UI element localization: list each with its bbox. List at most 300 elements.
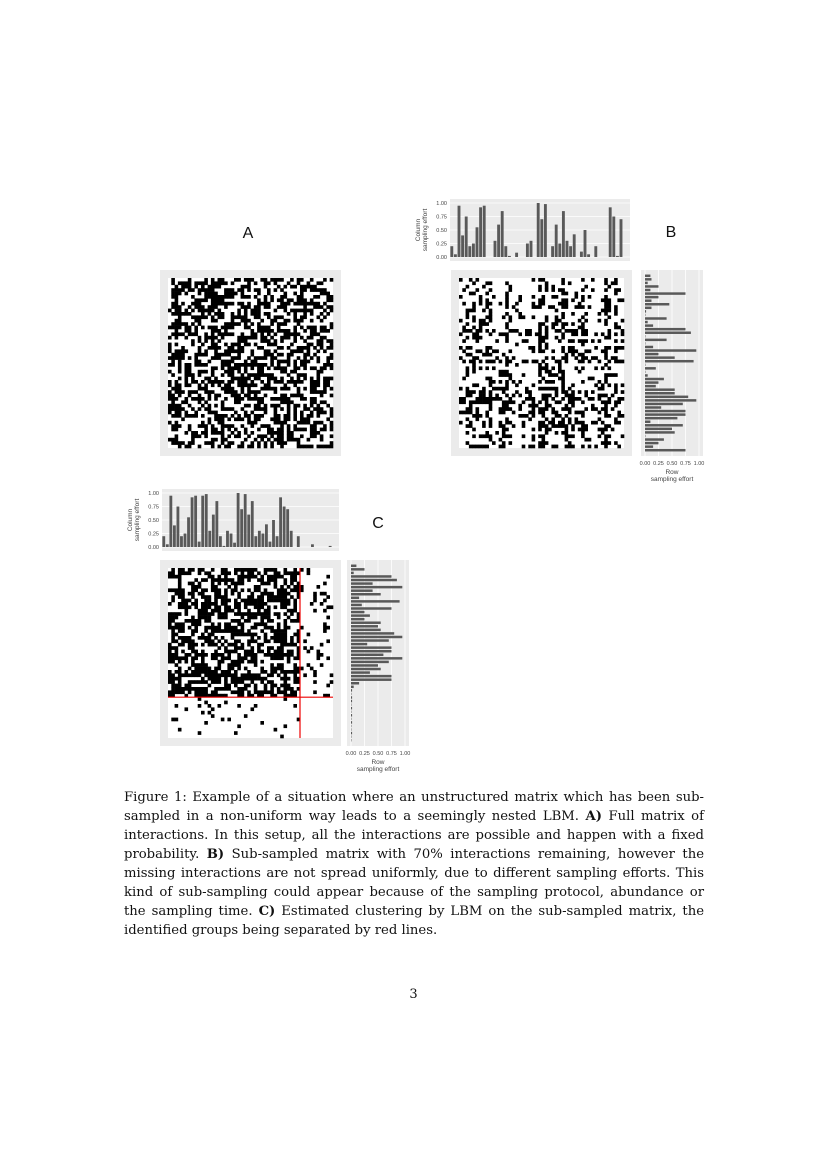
- panel-b-matrix-cell: [502, 353, 506, 357]
- panel-a-matrix-cell: [244, 431, 248, 435]
- row-effort-bar: [645, 299, 651, 301]
- panel-a-matrix-cell: [330, 407, 334, 411]
- panel-c-matrix-cell: [241, 687, 245, 691]
- panel-c-matrix-cell: [277, 575, 281, 579]
- panel-b-matrix-cell: [581, 434, 585, 438]
- panel-a-matrix-cell: [264, 383, 268, 387]
- panel-a-matrix-cell: [214, 431, 218, 435]
- panel-a-matrix-cell: [297, 366, 301, 370]
- panel-b-matrix-cell: [621, 346, 625, 350]
- panel-c-matrix-cell: [194, 602, 198, 606]
- panel-b-matrix-cell: [495, 356, 499, 360]
- panel-c-matrix-cell: [290, 650, 294, 654]
- panel-b-matrix-cell: [522, 434, 526, 438]
- panel-c-matrix-cell: [260, 643, 264, 647]
- panel-a-matrix-cell: [284, 305, 288, 309]
- panel-a-matrix-cell: [310, 336, 314, 340]
- panel-b-matrix-cell: [472, 434, 476, 438]
- panel-a-matrix-cell: [251, 309, 255, 313]
- panel-a-matrix-cell: [267, 343, 271, 347]
- panel-c-matrix-cell: [211, 673, 215, 677]
- panel-c-matrix-cell: [194, 673, 198, 677]
- panel-c-matrix-cell: [214, 643, 218, 647]
- panel-a-matrix-cell: [297, 278, 301, 282]
- panel-c-matrix-cell: [178, 595, 182, 599]
- panel-c-matrix-cell: [168, 643, 172, 647]
- panel-a-matrix-cell: [270, 360, 274, 364]
- panel-b-matrix-cell: [588, 360, 592, 364]
- panel-c-matrix-cell: [247, 629, 251, 633]
- panel-a-matrix-cell: [204, 387, 208, 391]
- row-effort-bar: [645, 381, 659, 383]
- panel-a-matrix-cell: [274, 332, 278, 336]
- panel-b-matrix-cell: [575, 349, 579, 353]
- panel-c-matrix-cell: [270, 629, 274, 633]
- panel-a-matrix-cell: [181, 332, 185, 336]
- panel-a-matrix-cell: [264, 278, 268, 282]
- panel-a-matrix-cell: [244, 428, 248, 432]
- panel-b-matrix-cell: [482, 322, 486, 326]
- panel-a-matrix-cell: [260, 302, 264, 306]
- panel-a-matrix-cell: [277, 431, 281, 435]
- panel-a-matrix-cell: [284, 417, 288, 421]
- panel-a-matrix-cell: [274, 309, 278, 313]
- panel-c-matrix-cell: [270, 646, 274, 650]
- panel-a-matrix-cell: [310, 411, 314, 415]
- panel-b-matrix-cell: [614, 312, 618, 316]
- panel-b-matrix-cell: [459, 278, 463, 282]
- panel-a-matrix-cell: [317, 295, 321, 299]
- panel-a-matrix-cell: [257, 417, 261, 421]
- panel-c-matrix-cell: [175, 575, 179, 579]
- panel-b-matrix-cell: [575, 332, 579, 336]
- panel-a-matrix-cell: [218, 353, 222, 357]
- panel-b-matrix-cell: [472, 370, 476, 374]
- panel-c-matrix-cell: [241, 646, 245, 650]
- panel-c-matrix-cell: [185, 605, 189, 609]
- panel-a-matrix-cell: [231, 424, 235, 428]
- panel-c-matrix-cell: [274, 605, 278, 609]
- column-effort-bar: [194, 496, 197, 547]
- panel-a-matrix-cell: [320, 428, 324, 432]
- panel-b-matrix-cell: [502, 390, 506, 394]
- panel-c-matrix-cell: [307, 568, 311, 572]
- panel-b-matrix-cell: [479, 366, 483, 370]
- row-effort-bar: [645, 303, 669, 305]
- panel-c-matrix-cell: [231, 663, 235, 667]
- panel-c-matrix-cell: [204, 605, 208, 609]
- panel-c-matrix-cell: [227, 656, 231, 660]
- panel-c-matrix-cell: [218, 578, 222, 582]
- panel-c-matrix-cell: [224, 626, 228, 630]
- panel-a-matrix-cell: [171, 278, 175, 282]
- panel-a-matrix-cell: [247, 373, 251, 377]
- row-effort-bar: [351, 575, 392, 577]
- panel-b-matrix-cell: [621, 298, 625, 302]
- panel-c-matrix-cell: [264, 690, 268, 694]
- panel-a-matrix-cell: [317, 373, 321, 377]
- panel-a-matrix-cell: [221, 431, 225, 435]
- panel-c-matrix-cell: [284, 639, 288, 643]
- panel-c-matrix-cell: [244, 575, 248, 579]
- panel-b-matrix-cell: [558, 363, 562, 367]
- x-tick-label: 0.25: [653, 461, 664, 467]
- panel-b-matrix-cell: [558, 302, 562, 306]
- panel-a-matrix-cell: [201, 431, 205, 435]
- panel-c-matrix-cell: [178, 612, 182, 616]
- panel-c-matrix-cell: [188, 571, 192, 575]
- panel-a-matrix-cell: [244, 414, 248, 418]
- panel-b-matrix-cell: [568, 434, 572, 438]
- panel-c-matrix-cell: [313, 690, 317, 694]
- panel-a-matrix-cell: [218, 332, 222, 336]
- panel-c-matrix-cell: [254, 575, 258, 579]
- panel-b-matrix-cell: [518, 414, 522, 418]
- panel-c-matrix-cell: [231, 592, 235, 596]
- panel-c-matrix-cell: [211, 626, 215, 630]
- panel-c-matrix-cell: [221, 568, 225, 572]
- panel-c-matrix-cell: [280, 670, 284, 674]
- column-effort-bar: [594, 246, 597, 257]
- panel-b-matrix-cell: [594, 421, 598, 425]
- panel-b-matrix-cell: [466, 322, 470, 326]
- panel-b-matrix-cell: [518, 295, 522, 299]
- panel-a-matrix-cell: [284, 394, 288, 398]
- panel-b-matrix-cell: [604, 377, 608, 381]
- panel-c-matrix-cell: [264, 582, 268, 586]
- panel-a-matrix-cell: [234, 417, 238, 421]
- panel-a-matrix-cell: [267, 428, 271, 432]
- panel-c-matrix-cell: [326, 595, 330, 599]
- panel-a-matrix-cell: [330, 421, 334, 425]
- panel-c-matrix-cell: [191, 616, 195, 620]
- panel-b-matrix-cell: [598, 360, 602, 364]
- column-effort-bar: [233, 543, 236, 547]
- panel-b-matrix-cell: [594, 346, 598, 350]
- panel-a-matrix-cell: [208, 292, 212, 296]
- panel-c-matrix-cell: [277, 687, 281, 691]
- panel-a-matrix-cell: [284, 414, 288, 418]
- panel-c-matrix-cell: [181, 673, 185, 677]
- panel-b-matrix-cell: [581, 343, 585, 347]
- panel-b-matrix-cell: [571, 329, 575, 333]
- panel-a-matrix-cell: [320, 343, 324, 347]
- panel-c-matrix-cell: [313, 609, 317, 613]
- panel-c-matrix-cell: [185, 687, 189, 691]
- panel-a-matrix-cell: [175, 329, 179, 333]
- panel-b-matrix-cell: [538, 326, 542, 330]
- panel-b-matrix-cell: [489, 360, 493, 364]
- panel-c-matrix-cell: [264, 639, 268, 643]
- panel-a-matrix-cell: [293, 370, 297, 374]
- panel-b-matrix-cell: [482, 387, 486, 391]
- panel-a-matrix-cell: [287, 434, 291, 438]
- panel-c-matrix-cell: [274, 633, 278, 637]
- panel-c-matrix-cell: [171, 571, 175, 575]
- panel-a-matrix-cell: [231, 343, 235, 347]
- panel-a-matrix-cell: [214, 438, 218, 442]
- panel-a-matrix-cell: [260, 373, 264, 377]
- column-effort-bar: [258, 531, 261, 547]
- panel-c-matrix-cell: [244, 568, 248, 572]
- panel-a-matrix-cell: [317, 390, 321, 394]
- panel-a-matrix-cell: [178, 353, 182, 357]
- panel-b-matrix-cell: [614, 305, 618, 309]
- panel-b-matrix-cell: [617, 326, 621, 330]
- panel-c-matrix-cell: [227, 622, 231, 626]
- panel-a-matrix-cell: [175, 298, 179, 302]
- panel-c-matrix-cell: [208, 626, 212, 630]
- panel-c-matrix-cell: [171, 673, 175, 677]
- panel-b-matrix-cell: [611, 356, 615, 360]
- panel-c-matrix-cell: [274, 578, 278, 582]
- panel-a-matrix-cell: [257, 292, 261, 296]
- panel-a-matrix-cell: [218, 309, 222, 313]
- panel-b-matrix-cell: [538, 370, 542, 374]
- row-effort-bar: [351, 696, 352, 698]
- panel-a-matrix-cell: [284, 309, 288, 313]
- panel-b-matrix-cell: [469, 346, 473, 350]
- panel-b-matrix-cell: [545, 380, 549, 384]
- panel-a-matrix-cell: [227, 360, 231, 364]
- panel-c-matrix-cell: [264, 670, 268, 674]
- panel-b-matrix-cell: [489, 281, 493, 285]
- column-effort-bar: [573, 234, 576, 257]
- panel-b-matrix-cell: [492, 360, 496, 364]
- panel-c-matrix-cell: [237, 653, 241, 657]
- panel-b-matrix-cell: [485, 445, 489, 449]
- panel-c-matrix-cell: [270, 626, 274, 630]
- panel-a-matrix-cell: [237, 377, 241, 381]
- panel-b-matrix-cell: [538, 363, 542, 367]
- panel-a-matrix-cell: [267, 312, 271, 316]
- panel-c-matrix-cell: [251, 677, 255, 681]
- panel-c-matrix-cell: [175, 639, 179, 643]
- panel-a-matrix-cell: [181, 356, 185, 360]
- panel-b-matrix-cell: [472, 315, 476, 319]
- panel-c-matrix-cell: [274, 571, 278, 575]
- panel-b-matrix-cell: [551, 417, 555, 421]
- panel-a-matrix-cell: [191, 288, 195, 292]
- panel-a-matrix-cell: [208, 411, 212, 415]
- panel-a-matrix-cell: [287, 346, 291, 350]
- panel-a-matrix-cell: [204, 400, 208, 404]
- column-effort-bar: [569, 246, 572, 257]
- panel-a-matrix-cell: [168, 346, 172, 350]
- panel-c-matrix-cell: [237, 575, 241, 579]
- panel-a-matrix-cell: [191, 407, 195, 411]
- panel-b-matrix-cell: [542, 377, 546, 381]
- panel-b-matrix-cell: [581, 339, 585, 343]
- panel-a-matrix-cell: [221, 353, 225, 357]
- panel-a-matrix-cell: [251, 421, 255, 425]
- panel-c-matrix-cell: [251, 680, 255, 684]
- panel-b-matrix-cell: [548, 428, 552, 432]
- panel-b-matrix-cell: [588, 397, 592, 401]
- panel-b-matrix-cell: [505, 407, 509, 411]
- panel-c-matrix-cell: [211, 629, 215, 633]
- panel-b-matrix-cell: [542, 411, 546, 415]
- column-effort-bar: [237, 493, 240, 547]
- panel-c-matrix-cell: [303, 639, 307, 643]
- panel-c-matrix-cell: [270, 595, 274, 599]
- panel-a-matrix-cell: [208, 404, 212, 408]
- panel-b-matrix-cell: [571, 404, 575, 408]
- panel-a-matrix-cell: [254, 414, 258, 418]
- column-effort-bar: [465, 217, 468, 258]
- panel-b-matrix-cell: [509, 349, 513, 353]
- panel-a-matrix-cell: [287, 336, 291, 340]
- panel-b-matrix-cell: [485, 400, 489, 404]
- column-effort-bar: [566, 241, 569, 257]
- panel-a-matrix-cell: [313, 285, 317, 289]
- panel-a-matrix-cell: [211, 292, 215, 296]
- panel-a-matrix-cell: [198, 353, 202, 357]
- panel-a-matrix-cell: [267, 431, 271, 435]
- panel-a-matrix-cell: [178, 404, 182, 408]
- panel-c-matrix-cell: [247, 599, 251, 603]
- panel-c-matrix-cell: [264, 616, 268, 620]
- panel-a-matrix-cell: [274, 390, 278, 394]
- panel-a-matrix-cell: [274, 339, 278, 343]
- panel-a-matrix-cell: [185, 281, 189, 285]
- panel-a-matrix-cell: [297, 390, 301, 394]
- panel-c-matrix-cell: [313, 673, 317, 677]
- panel-c-matrix-cell: [280, 684, 284, 688]
- y-axis-title: sampling effort: [422, 208, 429, 252]
- panel-a-matrix-cell: [178, 315, 182, 319]
- panel-b-matrix-cell: [538, 400, 542, 404]
- column-effort-bar: [587, 254, 590, 257]
- panel-c-matrix-cell: [234, 585, 238, 589]
- y-tick-label: 0.75: [148, 504, 159, 511]
- row-effort-bar: [645, 424, 683, 426]
- panel-c-matrix-cell: [307, 663, 311, 667]
- panel-a-matrix-cell: [234, 278, 238, 282]
- panel-a-matrix-cell: [188, 394, 192, 398]
- panel-b-matrix-cell: [538, 366, 542, 370]
- panel-b-matrix-cell: [462, 288, 466, 292]
- panel-c-matrix-cell: [211, 690, 215, 694]
- panel-c-matrix-cell: [247, 595, 251, 599]
- panel-c-matrix-cell: [267, 575, 271, 579]
- panel-c-matrix-cell: [247, 653, 251, 657]
- panel-b-matrix-cell: [476, 407, 480, 411]
- panel-b-matrix-cell: [545, 441, 549, 445]
- row-effort-bar: [645, 378, 664, 380]
- panel-c-matrix-cell: [168, 673, 172, 677]
- panel-a-matrix-cell: [237, 278, 241, 282]
- panel-a-matrix-cell: [310, 397, 314, 401]
- panel-a-matrix-cell: [218, 346, 222, 350]
- panel-a-matrix-cell: [323, 329, 327, 333]
- panel-b-matrix-cell: [614, 400, 618, 404]
- panel-a-matrix-cell: [171, 281, 175, 285]
- panel-a-matrix-cell: [201, 288, 205, 292]
- panel-a-matrix-cell: [257, 404, 261, 408]
- column-effort-bar: [450, 246, 453, 257]
- panel-a-matrix-cell: [257, 366, 261, 370]
- panel-a-matrix-cell: [320, 438, 324, 442]
- panel-b-matrix-cell: [505, 292, 509, 296]
- panel-c-matrix-cell: [178, 629, 182, 633]
- panel-a-matrix-cell: [310, 404, 314, 408]
- panel-a-matrix-cell: [313, 407, 317, 411]
- row-effort-bar: [351, 675, 392, 677]
- panel-a-matrix-cell: [264, 349, 268, 353]
- panel-a-matrix-cell: [227, 292, 231, 296]
- panel-c-matrix-cell: [181, 690, 185, 694]
- panel-c-matrix: [160, 560, 341, 746]
- panel-a-matrix-cell: [284, 292, 288, 296]
- panel-a-matrix-cell: [300, 349, 304, 353]
- panel-c-matrix-cell: [204, 667, 208, 671]
- panel-a-matrix-cell: [307, 302, 311, 306]
- panel-a-matrix-cell: [181, 349, 185, 353]
- panel-a-matrix-cell: [251, 329, 255, 333]
- panel-c-matrix-cell: [211, 653, 215, 657]
- panel-c-matrix-cell: [234, 684, 238, 688]
- panel-a-matrix-cell: [211, 428, 215, 432]
- panel-a-matrix-cell: [178, 288, 182, 292]
- panel-a-matrix-cell: [227, 383, 231, 387]
- panel-b-matrix-cell: [575, 366, 579, 370]
- panel-a-matrix-cell: [317, 377, 321, 381]
- panel-c-matrix-cell: [198, 670, 202, 674]
- panel-b-matrix-cell: [509, 329, 513, 333]
- panel-b-matrix-cell: [601, 298, 605, 302]
- panel-c-matrix-cell: [168, 653, 172, 657]
- panel-a-matrix-cell: [300, 346, 304, 350]
- panel-c-matrix-cell: [185, 612, 189, 616]
- panel-a-matrix-cell: [290, 431, 294, 435]
- panel-a-matrix-cell: [300, 288, 304, 292]
- panel-c-matrix-cell: [284, 670, 288, 674]
- row-effort-bar: [645, 339, 667, 341]
- y-tick-label: 0.75: [436, 214, 447, 221]
- panel-a-matrix-cell: [188, 445, 192, 449]
- panel-c-matrix-cell: [284, 612, 288, 616]
- panel-c-matrix-cell: [227, 653, 231, 657]
- panel-c-matrix-cell: [218, 626, 222, 630]
- panel-c-matrix-cell: [175, 663, 179, 667]
- panel-c-matrix-cell: [260, 680, 264, 684]
- panel-a-matrix-cell: [168, 309, 172, 313]
- panel-c-matrix-cell: [254, 684, 258, 688]
- panel-a-matrix-cell: [218, 414, 222, 418]
- panel-c-matrix-cell: [198, 592, 202, 596]
- panel-c-matrix-cell: [208, 711, 212, 715]
- panel-a-matrix-cell: [194, 305, 198, 309]
- panel-c-matrix-cell: [181, 639, 185, 643]
- caption-text-4: Estimated clustering by LBM on the sub-sampled matrix, the identified groups being separated by red lines.: [124, 904, 705, 938]
- panel-a-matrix-cell: [211, 373, 215, 377]
- panel-b-matrix-cell: [462, 302, 466, 306]
- panel-b-matrix-cell: [538, 380, 542, 384]
- panel-c-matrix-cell: [188, 690, 192, 694]
- panel-a-matrix: [160, 270, 341, 456]
- panel-c-matrix-cell: [171, 595, 175, 599]
- panel-a-matrix-cell: [300, 417, 304, 421]
- panel-a-matrix-cell: [277, 360, 281, 364]
- panel-a-matrix-cell: [191, 295, 195, 299]
- panel-c-matrix-cell: [277, 667, 281, 671]
- row-effort-bar: [351, 668, 381, 670]
- panel-a-matrix-cell: [247, 295, 251, 299]
- panel-c-matrix-cell: [264, 687, 268, 691]
- row-effort-bar: [645, 396, 688, 398]
- panel-a-matrix-cell: [326, 339, 330, 343]
